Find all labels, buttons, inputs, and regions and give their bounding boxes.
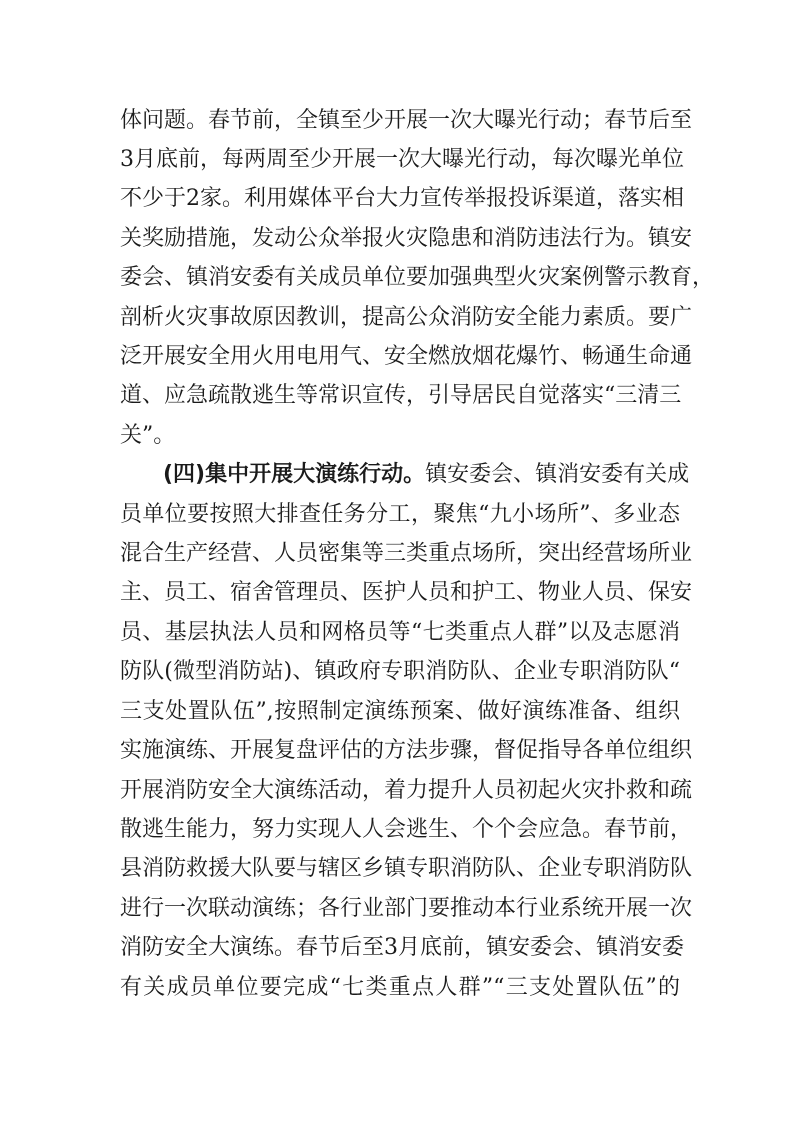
section-heading: (四)集中开展大演练行动。 — [163, 462, 426, 487]
text-line: 消防安全大演练。春节后至3月底前，镇安委会、镇消安委 — [120, 935, 684, 960]
text-line: 员单位要按照大排查任务分工，聚焦“九小场所”、多业态 — [120, 502, 680, 527]
text-line: 道、应急疏散逃生等常识宣传，引导居民自觉落实“三清三 — [120, 383, 682, 408]
text-line: 散逃生能力，努力实现人人会逃生、个个会应急。春节前， — [120, 817, 693, 842]
text-line: 体问题。春节前，全镇至少开展一次大曝光行动；春节后至 — [120, 108, 693, 133]
text-line: 不少于2家。利用媒体平台大力宣传举报投诉渠道，落实相 — [120, 186, 684, 211]
text-line: 有关成员单位要完成“七类重点人群”“三支处置队伍”的 — [120, 975, 680, 1000]
text-line: 主、员工、宿舍管理员、医护人员和护工、物业人员、保安 — [120, 580, 693, 605]
section-heading-line — [163, 460, 690, 490]
text-line: 三支处置队伍”,按照制定演练预案、做好演练准备、组织 — [120, 699, 680, 724]
text-line: 实施演练、开展复盘评估的方法步骤，督促指导各单位组织 — [120, 738, 693, 763]
text-line: 开展消防安全大演练活动，着力提升人员初起火灾扑救和疏 — [120, 778, 693, 803]
text-line: 关奖励措施，发动公众举报火灾隐患和消防违法行为。镇安 — [120, 226, 693, 251]
text-line: 防队(微型消防站)、镇政府专职消防队、企业专职消防队“ — [120, 659, 680, 684]
text-line: 员、基层执法人员和网格员等“七类重点人群”以及志愿消 — [120, 620, 680, 645]
text-line: 混合生产经营、人员密集等三类重点场所，突出经营场所业 — [120, 541, 693, 566]
section-text: 镇安委会、镇消安委有关成 — [425, 462, 690, 487]
text-line: 3月底前，每两周至少开展一次大曝光行动，每次曝光单位 — [120, 147, 684, 172]
text-line: 进行一次联动演练；各行业部门要推动本行业系统开展一次 — [120, 896, 693, 921]
text-line: 县消防救援大队要与辖区乡镇专职消防队、企业专职消防队 — [120, 856, 693, 881]
text-line: 关”。 — [120, 423, 176, 448]
text-line: 剖析火灾事故原因教训，提高公众消防安全能力素质。要广 — [120, 305, 693, 330]
text-line: 委会、镇消安委有关成员单位要加强典型火灾案例警示教育， — [120, 265, 715, 290]
text-line: 泛开展安全用火用电用气、安全燃放烟花爆竹、畅通生命通 — [120, 344, 693, 369]
